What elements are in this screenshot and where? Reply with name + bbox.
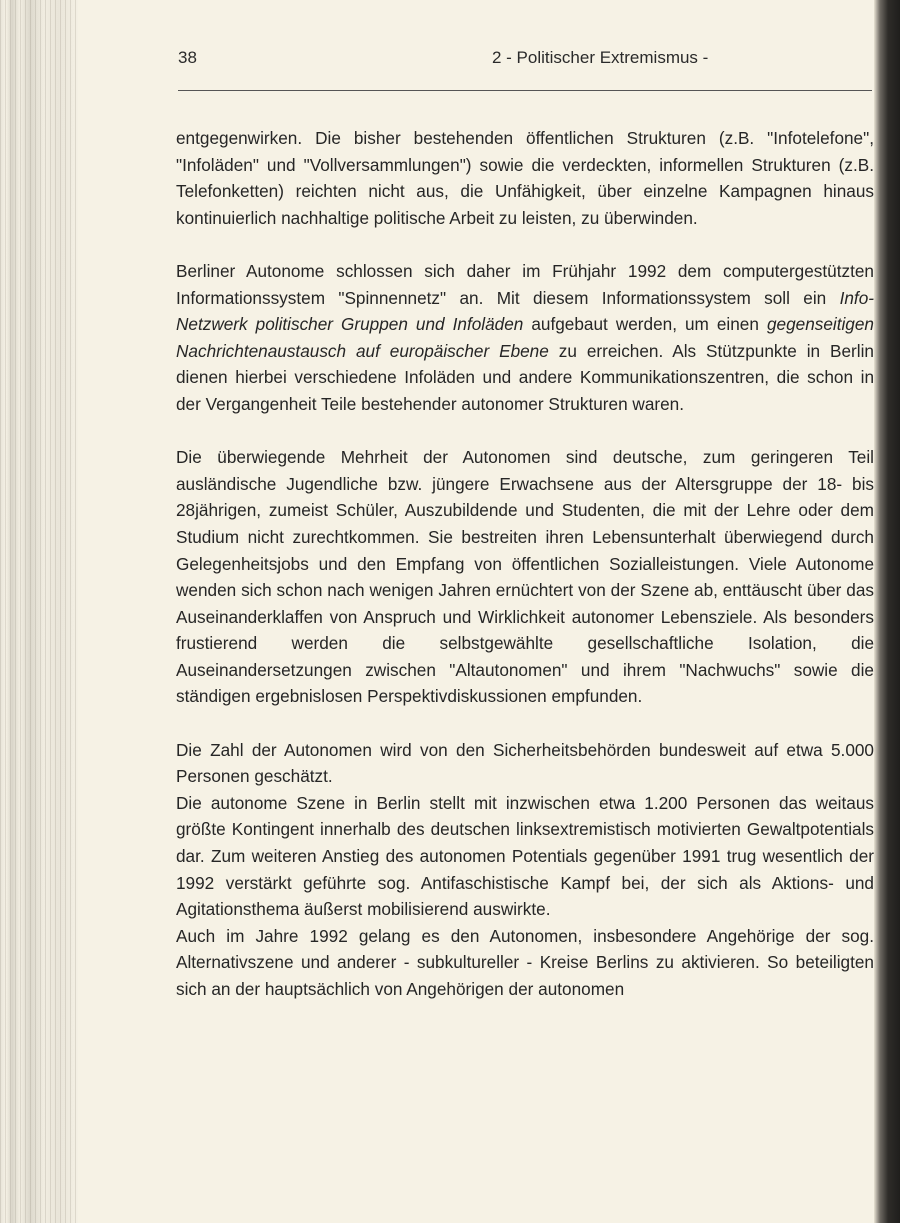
paragraph [176, 923, 874, 1003]
header-rule [178, 90, 872, 91]
page-header [100, 48, 872, 76]
text-run: Auch im Jahre 1992 gelang es den Autonomen, insbesondere Angehörige der sog. Alternativszene und anderer - subkultureller - Kreise Berlins zu aktivieren. So beteiligten sich an der hauptsächlich von Angehörigen der autonomen [176, 925, 874, 999]
italic-text-run: Info-Netzwerk politischer Gruppen und Infoläden [176, 287, 874, 335]
paragraph [176, 125, 874, 231]
text-run: aufgebaut werden, um einen [523, 314, 767, 335]
text-run: Die autonome Szene in Berlin stellt mit inzwischen etwa 1.200 Personen das weitaus größte Kontingent innerhalb des deutschen linksextremistisch motivierten Gewaltpotentials dar. Zum weiteren Anstieg des autonomen Potentials gegenüber 1991 trug wesentlich der 1992 verstärkt geführte sog. Antifaschistische Kampf bei, der sich als Aktions- und Agitationsthema äußerst mobilisierend auswirkte. [176, 792, 874, 920]
text-run: Die überwiegende Mehrheit der Autonomen sind deutsche, zum geringeren Teil ausländische Jugendliche bzw. jüngere Erwachsene aus der Altersgruppe der 18- bis 28jährigen, zumeist Schüler, Auszubildende und Studenten, die mit der Lehre oder dem Studium nicht zurechtkommen. Sie bestreiten ihren Lebensunterhalt überwiegend durch Gelegenheitsjobs und den Empfang von öffentlichen Sozialleistungen. Viele Autonome wenden sich schon nach wenigen Jahren ernüchtert von der Szene ab, enttäuscht über das Auseinanderklaffen von Anspruch und Wirklichkeit autonomer Lebensziele. Als besonders frustierend werden die selbstgewählte gesellschaftliche Isolation, die Auseinandersetzungen zwischen "Altautonomen" und ihrem "Nachwuchs" sowie die ständigen ergebnislosen Perspektivdiskussionen empfunden. [176, 447, 874, 707]
paragraph [176, 444, 874, 710]
text-run: zu erreichen. Als Stützpunkte in Berlin dienen hierbei verschiedene Infoläden und andere Kommunikationszentren, die schon in der Vergangenheit Teile bestehender autonomer Strukturen waren. [176, 340, 874, 414]
page-stack-lines [0, 0, 78, 1223]
paragraph [176, 790, 874, 923]
italic-text-run: gegenseitigen Nachrichtenaustausch auf europäischer Ebene [176, 314, 874, 361]
book-gutter-shadow [874, 0, 900, 1223]
page-number: 38 [178, 48, 197, 67]
running-head: 2 - Politischer Extremismus - [492, 48, 709, 67]
text-run: entgegenwirken. Die bisher bestehenden öffentlichen Strukturen (z.B. "Infotelefone", "Infoläden" und "Vollversammlungen") sowie die verdeckten, informellen Strukturen (z.B. Telefonketten) reichten nicht aus, die Unfähigkeit, über einzelne Kampagnen hinaus kontinuierlich nachhaltige politische Arbeit zu leisten, zu überwinden. [176, 128, 874, 228]
paragraph [176, 258, 874, 418]
text-run: Berliner Autonome schlossen sich daher im Frühjahr 1992 dem computergestützten Informationssystem "Spinnennetz" an. Mit diesem Informationssystem soll ein [176, 260, 874, 308]
text-run: Die Zahl der Autonomen wird von den Sicherheitsbehörden bundesweit auf etwa 5.000 Personen geschätzt. [176, 739, 874, 787]
body-text [176, 125, 874, 1003]
paragraph [176, 737, 874, 790]
